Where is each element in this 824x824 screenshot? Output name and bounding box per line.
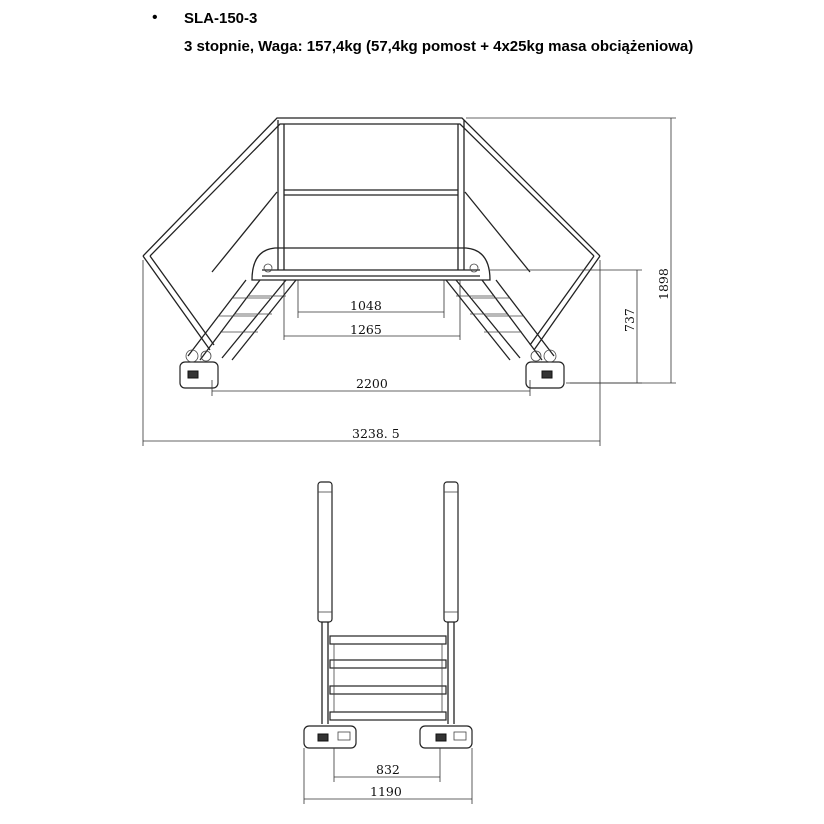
front-steps xyxy=(330,636,446,720)
platform xyxy=(252,248,490,280)
dim-side-outer-width: 1265 xyxy=(350,322,382,337)
dim-overall-width: 3238. 5 xyxy=(352,426,400,441)
side-dimensions xyxy=(143,118,676,446)
model-description: 3 stopnie, Waga: 157,4kg (57,4kg pomost + 4x25kg masa obciążeniowa) xyxy=(184,38,694,55)
front-view xyxy=(304,482,472,804)
front-right-foot xyxy=(420,726,472,748)
front-left-foot xyxy=(304,726,356,748)
dim-front-overall-width: 1190 xyxy=(370,784,402,799)
right-stair xyxy=(446,280,554,360)
right-foot xyxy=(526,350,564,388)
dim-overall-height: 1898 xyxy=(656,268,671,300)
dim-side-inner-width: 1048 xyxy=(350,298,382,313)
dim-platform-height: 737 xyxy=(622,308,637,332)
bullet: • xyxy=(152,9,158,26)
dim-base-span: 2200 xyxy=(356,376,388,391)
dim-front-inner-width: 832 xyxy=(376,762,400,777)
handrails xyxy=(143,118,600,350)
side-view xyxy=(143,118,676,446)
left-stair xyxy=(188,280,296,360)
model-title: SLA-150-3 xyxy=(184,10,258,27)
